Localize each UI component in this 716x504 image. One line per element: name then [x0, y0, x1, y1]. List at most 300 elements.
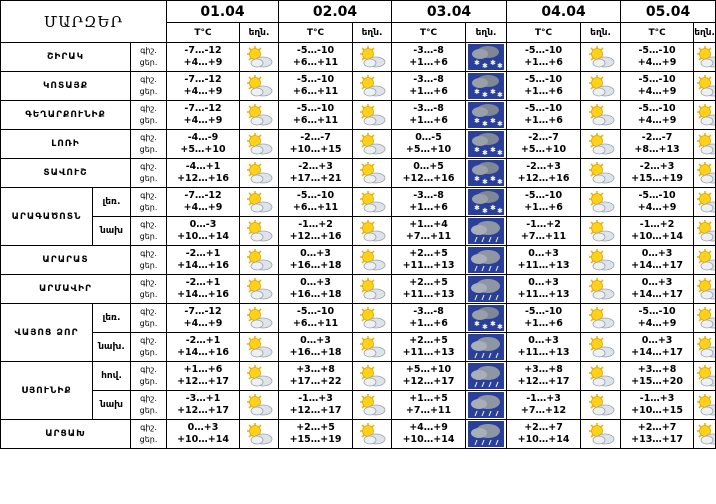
day-label: ցեր.	[139, 406, 158, 415]
region-row	[1, 130, 716, 159]
night-temp: +1…+6	[183, 364, 223, 375]
region-row	[1, 246, 716, 275]
weather-col-header: եղն.	[581, 23, 621, 43]
night-temp: -2…+3	[298, 161, 333, 172]
temp-col-header: T°C	[279, 23, 353, 43]
temperature-cell	[279, 159, 353, 188]
temperature-cell	[167, 333, 240, 362]
night-label: գիշ.	[140, 423, 157, 432]
night-label: գիշ.	[140, 307, 157, 316]
snow-cloud-icon	[466, 101, 507, 130]
partly-sunny-icon	[694, 246, 716, 275]
partly-sunny-icon	[581, 246, 621, 275]
temperature-cell	[279, 43, 353, 72]
night-temp: 0…+5	[413, 161, 444, 172]
svg-text:✱: ✱	[497, 178, 503, 186]
partly-sunny-icon	[353, 391, 392, 420]
temperature-cell	[507, 101, 581, 130]
partly-sunny-icon	[240, 43, 279, 72]
region-row	[1, 420, 716, 449]
svg-text:✱: ✱	[474, 88, 480, 96]
day-temp: +5…+10	[520, 144, 567, 155]
day-temp: +1…+6	[524, 115, 563, 126]
temperature-cell	[392, 275, 466, 304]
night-temp: +2…+5	[409, 248, 448, 259]
night-label: գիշ.	[140, 394, 157, 403]
night-temp: -5…-10	[638, 45, 676, 56]
rain-cloud-icon	[466, 362, 507, 391]
night-label: գիշ.	[140, 133, 157, 142]
day-temp: +16…+18	[289, 289, 342, 300]
day-label: ցեր.	[139, 116, 158, 125]
rain-cloud-icon	[466, 333, 507, 362]
day-label: ցեր.	[139, 145, 158, 154]
partly-sunny-icon	[240, 391, 279, 420]
partly-sunny-icon	[581, 362, 621, 391]
zone-label: հով.	[93, 362, 131, 391]
partly-sunny-icon	[581, 43, 621, 72]
night-temp: -2…+1	[185, 335, 221, 346]
temperature-cell	[621, 391, 694, 420]
partly-sunny-icon	[581, 391, 621, 420]
day-temp: +4…+9	[183, 318, 223, 329]
day-temp: +4…+9	[183, 115, 223, 126]
temperature-cell	[167, 43, 240, 72]
night-temp: -1…+3	[298, 393, 333, 404]
night-label: գիշ.	[140, 104, 157, 113]
night-temp: 0…-3	[189, 219, 217, 230]
day-temp: +15…+19	[631, 173, 683, 184]
night-temp: -1…+2	[526, 219, 561, 230]
day-temp: +12…+16	[402, 173, 455, 184]
partly-sunny-icon	[353, 304, 392, 333]
day-temp: +1…+6	[409, 318, 448, 329]
date-header: 02.04	[279, 1, 392, 23]
temperature-cell	[621, 159, 694, 188]
night-temp: -2…-7	[528, 132, 559, 143]
partly-sunny-icon	[581, 159, 621, 188]
night-label: գիշ.	[140, 278, 157, 287]
partly-sunny-icon	[240, 304, 279, 333]
temperature-cell	[507, 159, 581, 188]
night-temp: -7…-12	[184, 74, 222, 85]
day-temp: +12…+16	[289, 231, 342, 242]
svg-text:✱: ✱	[482, 178, 488, 186]
zone-label: նախ	[93, 217, 131, 246]
svg-text:✱: ✱	[490, 59, 496, 67]
svg-text:✱: ✱	[482, 120, 488, 128]
night-temp: -5…-10	[296, 190, 335, 201]
partly-sunny-icon	[694, 420, 716, 449]
temperature-cell	[392, 43, 466, 72]
day-temp: +14…+16	[177, 289, 229, 300]
snow-cloud-icon	[466, 188, 507, 217]
day-temp: +10…+14	[177, 434, 229, 445]
temp-col-header: T°C	[507, 23, 581, 43]
partly-sunny-icon	[240, 159, 279, 188]
day-temp: +17…+22	[289, 376, 342, 387]
time-labels	[131, 130, 167, 159]
temp-col-header: T°C	[392, 23, 466, 43]
day-temp: +6…+11	[292, 115, 339, 126]
partly-sunny-icon	[353, 101, 392, 130]
time-labels	[131, 391, 167, 420]
temperature-cell	[507, 188, 581, 217]
day-temp: +12…+17	[177, 405, 229, 416]
temperature-cell	[167, 72, 240, 101]
day-label: ցեր.	[139, 174, 158, 183]
region-row	[1, 159, 716, 188]
day-temp: +4…+9	[637, 115, 677, 126]
partly-sunny-icon	[240, 275, 279, 304]
night-temp: +3…+8	[637, 364, 677, 375]
svg-text:✱: ✱	[474, 117, 480, 125]
partly-sunny-icon	[353, 420, 392, 449]
temperature-cell	[392, 130, 466, 159]
temperature-cell	[279, 275, 353, 304]
svg-text:✱: ✱	[497, 149, 503, 157]
region-row	[1, 275, 716, 304]
partly-sunny-icon	[353, 275, 392, 304]
night-temp: -5…-10	[524, 74, 563, 85]
night-temp: +2…+5	[409, 335, 448, 346]
temperature-cell	[621, 130, 694, 159]
partly-sunny-icon	[353, 188, 392, 217]
day-temp: +7…+11	[405, 231, 452, 242]
partly-sunny-icon	[581, 130, 621, 159]
partly-sunny-icon	[581, 333, 621, 362]
partly-sunny-icon	[694, 362, 716, 391]
night-temp: -2…+3	[639, 161, 675, 172]
temperature-cell	[392, 72, 466, 101]
partly-sunny-icon	[353, 72, 392, 101]
night-temp: -5…-10	[296, 74, 335, 85]
partly-sunny-icon	[353, 217, 392, 246]
temp-col-header: T°C	[621, 23, 694, 43]
svg-text:✱: ✱	[497, 120, 503, 128]
night-temp: 0…+3	[641, 248, 673, 259]
temperature-cell	[279, 72, 353, 101]
partly-sunny-icon	[694, 130, 716, 159]
region-row	[1, 391, 716, 420]
temperature-cell	[507, 43, 581, 72]
temperature-cell	[392, 391, 466, 420]
temperature-cell	[507, 333, 581, 362]
day-temp: +1…+6	[409, 115, 448, 126]
time-labels	[131, 217, 167, 246]
temperature-cell	[392, 246, 466, 275]
day-temp: +16…+18	[289, 347, 342, 358]
temperature-cell	[167, 130, 240, 159]
partly-sunny-icon	[581, 101, 621, 130]
night-temp: -7…-12	[184, 190, 222, 201]
day-label: ցեր.	[139, 348, 158, 357]
time-labels	[131, 275, 167, 304]
day-temp: +12…+17	[289, 405, 342, 416]
temperature-cell	[167, 362, 240, 391]
partly-sunny-icon	[581, 304, 621, 333]
day-temp: +7…+11	[520, 231, 567, 242]
temperature-cell	[167, 275, 240, 304]
zone-label: նախ	[93, 391, 131, 420]
weather-col-header: եղն.	[240, 23, 279, 43]
svg-text:✱: ✱	[497, 207, 503, 215]
night-temp: -7…-12	[184, 45, 222, 56]
day-temp: +14…+17	[631, 289, 683, 300]
day-temp: +5…+10	[405, 144, 452, 155]
day-temp: +14…+17	[631, 347, 683, 358]
weather-col-header: եղն.	[353, 23, 392, 43]
weather-col-header: եղն.	[694, 23, 716, 43]
rain-cloud-icon	[466, 217, 507, 246]
temperature-cell	[167, 188, 240, 217]
time-labels	[131, 246, 167, 275]
night-temp: -1…+3	[639, 393, 675, 404]
day-temp: +1…+6	[409, 57, 448, 68]
day-temp: +6…+11	[292, 202, 339, 213]
day-label: ցեր.	[139, 261, 158, 270]
svg-text:✱: ✱	[490, 320, 496, 328]
region-row	[1, 217, 716, 246]
temperature-cell	[621, 217, 694, 246]
night-temp: -5…-10	[296, 45, 335, 56]
time-labels	[131, 304, 167, 333]
night-temp: +3…+8	[524, 364, 563, 375]
day-temp: +1…+6	[524, 318, 563, 329]
partly-sunny-icon	[240, 217, 279, 246]
date-header: 03.04	[392, 1, 507, 23]
night-temp: +5…+10	[405, 364, 452, 375]
temperature-cell	[507, 304, 581, 333]
day-temp: +16…+18	[289, 260, 342, 271]
time-labels	[131, 362, 167, 391]
snow-cloud-icon	[466, 304, 507, 333]
temperature-cell	[507, 130, 581, 159]
svg-text:✱: ✱	[497, 62, 503, 70]
region-name: ՇԻՐԱԿ	[1, 43, 131, 72]
region-name: ԱՐՄԱՎԻՐ	[1, 275, 131, 304]
night-label: գիշ.	[140, 249, 157, 258]
night-temp: -3…-8	[413, 306, 444, 317]
day-temp: +4…+9	[183, 86, 223, 97]
partly-sunny-icon	[694, 72, 716, 101]
partly-sunny-icon	[353, 246, 392, 275]
night-label: գիշ.	[140, 75, 157, 84]
day-temp: +12…+17	[517, 376, 570, 387]
night-label: գիշ.	[140, 191, 157, 200]
night-temp: -2…-7	[300, 132, 331, 143]
day-temp: +11…+13	[517, 289, 570, 300]
time-labels	[131, 43, 167, 72]
region-row	[1, 72, 716, 101]
day-temp: +4…+9	[637, 202, 677, 213]
day-temp: +10…+14	[631, 231, 683, 242]
time-labels	[131, 72, 167, 101]
night-temp: 0…+3	[528, 277, 559, 288]
svg-text:✱: ✱	[490, 88, 496, 96]
day-temp: +12…+17	[402, 376, 455, 387]
temperature-cell	[621, 72, 694, 101]
temperature-cell	[621, 333, 694, 362]
day-temp: +11…+13	[517, 347, 570, 358]
night-temp: -1…+2	[298, 219, 333, 230]
partly-sunny-icon	[694, 188, 716, 217]
partly-sunny-icon	[240, 72, 279, 101]
day-temp: +15…+19	[289, 434, 342, 445]
day-temp: +13…+17	[631, 434, 683, 445]
zone-label: նախ.	[93, 333, 131, 362]
day-label: ցեր.	[139, 203, 158, 212]
partly-sunny-icon	[353, 130, 392, 159]
temperature-cell	[167, 304, 240, 333]
night-temp: +2…+7	[637, 422, 677, 433]
partly-sunny-icon	[240, 420, 279, 449]
day-label: ցեր.	[139, 58, 158, 67]
temperature-cell	[392, 420, 466, 449]
day-label: ցեր.	[139, 377, 158, 386]
partly-sunny-icon	[581, 72, 621, 101]
partly-sunny-icon	[240, 130, 279, 159]
svg-text:✱: ✱	[474, 320, 480, 328]
night-temp: +1…+5	[409, 393, 448, 404]
night-temp: +3…+8	[296, 364, 335, 375]
region-name: ԳԵՂԱՐՔՈՒՆԻՔ	[1, 101, 131, 130]
svg-text:✱: ✱	[497, 91, 503, 99]
partly-sunny-icon	[581, 188, 621, 217]
day-label: ցեր.	[139, 87, 158, 96]
temperature-cell	[392, 217, 466, 246]
temperature-cell	[621, 246, 694, 275]
temperature-cell	[167, 101, 240, 130]
day-temp: +4…+9	[183, 202, 223, 213]
svg-text:✱: ✱	[497, 323, 503, 331]
day-temp: +15…+20	[631, 376, 683, 387]
day-temp: +1…+6	[524, 86, 563, 97]
time-labels	[131, 188, 167, 217]
day-temp: +1…+6	[409, 202, 448, 213]
partly-sunny-icon	[353, 362, 392, 391]
day-temp: +1…+6	[524, 57, 563, 68]
temperature-cell	[167, 391, 240, 420]
svg-text:✱: ✱	[490, 117, 496, 125]
night-temp: -5…-10	[638, 190, 676, 201]
day-label: ցեր.	[139, 232, 158, 241]
night-temp: +2…+7	[524, 422, 563, 433]
day-temp: +4…+9	[637, 57, 677, 68]
temperature-cell	[507, 391, 581, 420]
night-temp: -2…-7	[641, 132, 673, 143]
day-temp: +1…+6	[524, 202, 563, 213]
day-temp: +14…+16	[177, 260, 229, 271]
region-row	[1, 304, 716, 333]
day-temp: +12…+16	[177, 173, 229, 184]
temperature-cell	[621, 304, 694, 333]
night-temp: -7…-12	[184, 103, 222, 114]
night-temp: -3…+1	[185, 393, 221, 404]
temperature-cell	[507, 72, 581, 101]
temperature-cell	[392, 159, 466, 188]
day-temp: +10…+14	[517, 434, 570, 445]
night-label: գիշ.	[140, 220, 157, 229]
night-temp: 0…-5	[415, 132, 442, 143]
partly-sunny-icon	[581, 420, 621, 449]
night-temp: -5…-10	[296, 306, 335, 317]
night-temp: -5…-10	[296, 103, 335, 114]
night-temp: -7…-12	[184, 306, 222, 317]
region-name: ՎԱՅՈՑ ՁՈՐ	[1, 304, 93, 362]
day-temp: +17…+21	[289, 173, 342, 184]
temperature-cell	[279, 420, 353, 449]
partly-sunny-icon	[694, 101, 716, 130]
night-temp: -3…-8	[413, 45, 444, 56]
zone-label: լեռ.	[93, 304, 131, 333]
region-name: ԱՐՑԱԽ	[1, 420, 131, 449]
night-temp: -1…+3	[526, 393, 561, 404]
temperature-cell	[279, 362, 353, 391]
region-name: ԱՐԱԳԱԾՈՏՆ	[1, 188, 93, 246]
temp-col-header: T°C	[167, 23, 240, 43]
day-temp: +6…+11	[292, 318, 339, 329]
night-label: գիշ.	[140, 365, 157, 374]
svg-text:✱: ✱	[474, 175, 480, 183]
night-temp: -1…+2	[639, 219, 675, 230]
region-row	[1, 43, 716, 72]
temperature-cell	[621, 362, 694, 391]
night-temp: -5…-10	[524, 103, 563, 114]
night-temp: -3…-8	[413, 190, 444, 201]
temperature-cell	[279, 304, 353, 333]
partly-sunny-icon	[694, 304, 716, 333]
night-temp: -5…-10	[638, 103, 676, 114]
regions-header: ՄԱՐԶԵՐ	[1, 1, 167, 43]
day-temp: +11…+13	[402, 260, 455, 271]
svg-text:✱: ✱	[474, 146, 480, 154]
region-row	[1, 362, 716, 391]
time-labels	[131, 101, 167, 130]
night-temp: 0…+3	[528, 335, 559, 346]
temperature-cell	[279, 101, 353, 130]
night-temp: -5…-10	[638, 74, 676, 85]
temperature-cell	[507, 275, 581, 304]
temperature-cell	[392, 101, 466, 130]
night-temp: +2…+5	[409, 277, 448, 288]
temperature-cell	[507, 217, 581, 246]
day-temp: +11…+13	[517, 260, 570, 271]
night-temp: -3…-8	[413, 74, 444, 85]
temperature-cell	[167, 246, 240, 275]
time-labels	[131, 420, 167, 449]
partly-sunny-icon	[694, 43, 716, 72]
svg-text:✱: ✱	[482, 91, 488, 99]
day-temp: +11…+13	[402, 347, 455, 358]
time-labels	[131, 159, 167, 188]
region-name: ԱՐԱՐԱՏ	[1, 246, 131, 275]
day-temp: +7…+11	[405, 405, 452, 416]
region-name: ՏԱՎՈՒՇ	[1, 159, 131, 188]
region-row	[1, 101, 716, 130]
snow-cloud-icon	[466, 130, 507, 159]
day-temp: +1…+6	[409, 86, 448, 97]
svg-text:✱: ✱	[482, 149, 488, 157]
temperature-cell	[392, 304, 466, 333]
night-temp: -4…-9	[187, 132, 219, 143]
partly-sunny-icon	[353, 159, 392, 188]
temperature-cell	[621, 188, 694, 217]
night-label: գիշ.	[140, 46, 157, 55]
day-temp: +8…+13	[634, 144, 680, 155]
svg-text:✱: ✱	[482, 323, 488, 331]
temperature-cell	[621, 420, 694, 449]
